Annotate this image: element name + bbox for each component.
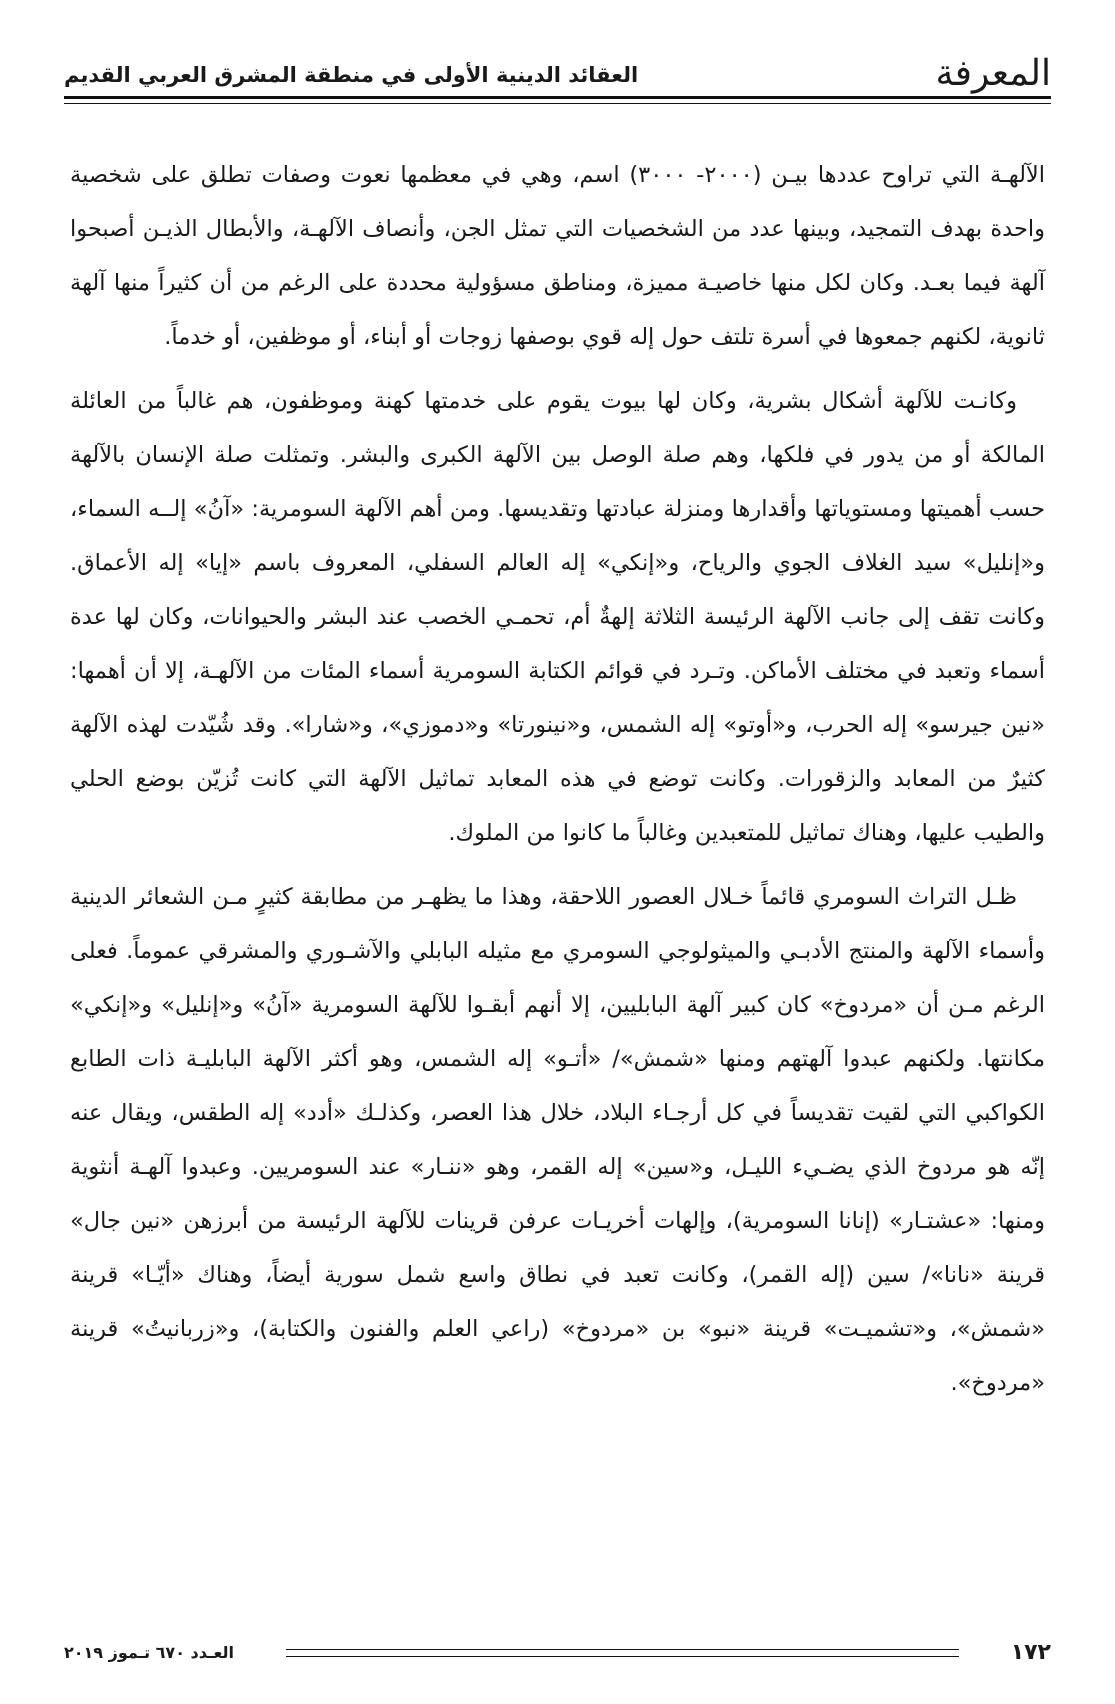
issue-info: العـدد ٦٧٠ تـموز ٢٠١٩ [64,1643,234,1662]
paragraph-2: وكانـت للآلهة أشكال بشرية، وكان لها بيوت يقوم على خدمتها كهنة وموظفون، هم غالباً من العائلة المالكة أو من يدور في فلكها، وهم صلة الوصل بين الآلهة الكبرى والبشر. وتمثلت صلة الإنسان بالآلهة حسب أهميتها ومستوياتها وأقدارها ومنزلة عبادتها وتقديسها. ومن أهم الآلهة السومرية: «آنُ» إلــه السماء، و«إنليل» سيد الغلاف الجوي والرياح، و«إنكي» إله العالم السفلي، المعروف باسم «إيا» إله الأعماق. وكانت تقف إلى جانب الآلهة الرئيسة الثلاثة إلهةٌ أم، تحمـي الخصب عند البشر والحيوانات، وكان لها عدة أسماء وتعبد في مختلف الأماكن. وتـرد في قوائم الكتابة السومرية أسماء المئات من الآلهـة، إلا أن أهمها: «نين جيرسو» إله الحرب، و«أوتو» إله الشمس، و«نينورتا» و«دموزي»، و«شارا». وقد شُيّدت لهذه الآلهة كثيرٌ من المعابد والزقورات. وكانت توضع في هذه المعابد تماثيل الآلهة التي كانت تُزيّن بوضع الحلي والطيب عليها، وهناك تماثيل للمتعبدين وغالباً ما كانوا من الملوك. [70,388,1045,846]
page-number: ١٧٢ [1010,1640,1051,1665]
page-footer [64,1638,1051,1668]
paragraph-1: الآلهـة التي تراوح عددها بيـن (٢٠٠٠- ٣٠٠٠) اسم، وهي في معظمها نعوت وصفات تطلق على شخصية واحدة بهدف التمجيد، وبينها عدد من الشخصيات التي تمثل الجن، وأنصاف الآلهـة، والأبطال الذيـن أصبحوا آلهة فيما بعـد. وكان لكل منها خاصيـة مميزة، ومناطق مسؤولية محددة على الرغم من أن كثيراً منها آلهة ثانوية، لكنهم جمعوها في أسرة تلتف حول إله قوي بوصفها زوجات أو أبناء، أو موظفين، أو خدماً. [70,162,1046,350]
running-title: العقائد الدينية الأولى في منطقة المشرق العربي القديم [64,63,639,87]
article-body [70,148,1045,1420]
paragraph-3: ظـل التراث السومري قائماً خـلال العصور اللاحقة، وهذا ما يظهـر من مطابقة كثيرٍ مـن الشعائر الدينية وأسماء الآلهة والمنتج الأدبـي والميثولوجي السومري مع مثيله البابلي والآشـوري والمشرقي عموماً. فعلى الرغم مـن أن «مردوخ» كان كبير آلهة البابليين، إلا أنهم أبقـوا للآلهة السومرية «آنُ» و«إنليل» و«إنكي» مكانتها. ولكنهم عبدوا آلهتهم ومنها «شمش»/ «أتـو» إله الشمس، وهو أكثر الآلهة البابليـة ذات الطابع الكواكبي التي لقيت تقديساً في كل أرجـاء البلاد، خلال هذا العصر، وكذلـك «أدد» إله الطقس، ويقال عنه إنّه هو مردوخ الذي يضـيء الليـل، و«سين» إله القمر، وهو «ننـار» عند السومريين. وعبدوا آلهـة أنثوية ومنها: «عشتـار» (إنانا السومرية)، وإلهات أخريـات عرفن قرينات للآلهة الرئيسة من أبرزهن «نين جال» قرينة «نانا»/ سين (إله القمر)، وكانت تعبد في نطاق واسع شمل سورية أيضاً، وهناك «أيّـا» قرينة «شمش»، و«تشميـت» قرينة «نبو» بن «مردوخ» (راعي العلم والفنون والكتابة)، و«زربانيتُ» قرينة «مردوخ». [70,884,1045,1396]
header-rule-thick [64,96,1051,99]
header-rule-thin [64,103,1051,104]
footer-rule [286,1649,959,1657]
page-header [64,44,1051,94]
magazine-logo: المعرفة [935,53,1051,94]
